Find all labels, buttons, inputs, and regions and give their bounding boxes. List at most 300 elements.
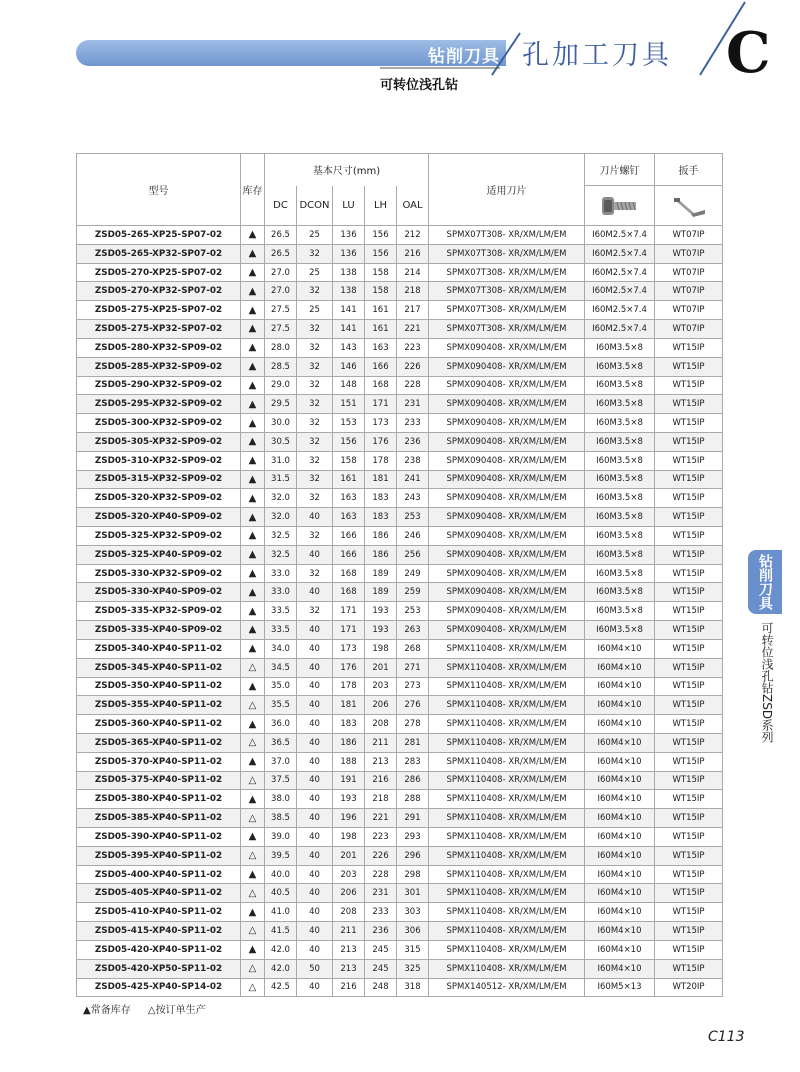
cell-insert: SPMX090408- XR/XM/LM/EM bbox=[429, 527, 585, 546]
cell-dc: 37.0 bbox=[265, 752, 297, 771]
header-stock: 库存 bbox=[241, 154, 265, 226]
cell-stock: ▲ bbox=[241, 395, 265, 414]
cell-dcon: 40 bbox=[297, 884, 333, 903]
table-row bbox=[77, 771, 723, 790]
header-category: 钻削刀具 bbox=[428, 47, 500, 67]
cell-dc: 27.0 bbox=[265, 263, 297, 282]
cell-insert: SPMX090408- XR/XM/LM/EM bbox=[429, 451, 585, 470]
cell-dc: 40.0 bbox=[265, 865, 297, 884]
cell-dcon: 40 bbox=[297, 978, 333, 997]
cell-lh: 233 bbox=[365, 903, 397, 922]
cell-stock: ▲ bbox=[241, 639, 265, 658]
cell-oal: 233 bbox=[397, 414, 429, 433]
table-row bbox=[77, 489, 723, 508]
header-dimensions: 基本尺寸(mm) bbox=[265, 154, 429, 186]
wrench-image-cell bbox=[655, 186, 723, 226]
cell-screw: I60M3.5×8 bbox=[585, 470, 655, 489]
cell-insert: SPMX110408- XR/XM/LM/EM bbox=[429, 809, 585, 828]
cell-insert: SPMX110408- XR/XM/LM/EM bbox=[429, 733, 585, 752]
cell-dc: 40.5 bbox=[265, 884, 297, 903]
cell-dc: 37.5 bbox=[265, 771, 297, 790]
cell-lh: 156 bbox=[365, 226, 397, 245]
cell-screw: I60M4×10 bbox=[585, 884, 655, 903]
cell-lu: 168 bbox=[333, 583, 365, 602]
cell-lu: 163 bbox=[333, 508, 365, 527]
cell-insert: SPMX07T308- XR/XM/LM/EM bbox=[429, 282, 585, 301]
cell-oal: 218 bbox=[397, 282, 429, 301]
table-row bbox=[77, 959, 723, 978]
cell-lu: 168 bbox=[333, 564, 365, 583]
cell-stock: ▲ bbox=[241, 320, 265, 339]
cell-dcon: 40 bbox=[297, 621, 333, 640]
cell-model: ZSD05-385-XP40-SP11-02 bbox=[77, 809, 241, 828]
table-row bbox=[77, 658, 723, 677]
cell-screw: I60M3.5×8 bbox=[585, 451, 655, 470]
cell-lh: 189 bbox=[365, 564, 397, 583]
cell-insert: SPMX110408- XR/XM/LM/EM bbox=[429, 884, 585, 903]
cell-oal: 306 bbox=[397, 922, 429, 941]
cell-oal: 286 bbox=[397, 771, 429, 790]
cell-screw: I60M2.5×7.4 bbox=[585, 320, 655, 339]
cell-dcon: 32 bbox=[297, 282, 333, 301]
cell-stock: ▲ bbox=[241, 226, 265, 245]
cell-oal: 276 bbox=[397, 696, 429, 715]
screw-icon bbox=[598, 191, 642, 221]
cell-wrench: WT15IP bbox=[655, 696, 723, 715]
cell-dc: 38.5 bbox=[265, 809, 297, 828]
cell-wrench: WT15IP bbox=[655, 884, 723, 903]
cell-model: ZSD05-330-XP32-SP09-02 bbox=[77, 564, 241, 583]
cell-screw: I60M4×10 bbox=[585, 752, 655, 771]
cell-dc: 27.5 bbox=[265, 320, 297, 339]
cell-dc: 34.0 bbox=[265, 639, 297, 658]
cell-insert: SPMX090408- XR/XM/LM/EM bbox=[429, 395, 585, 414]
cell-model: ZSD05-370-XP40-SP11-02 bbox=[77, 752, 241, 771]
cell-screw: I60M4×10 bbox=[585, 696, 655, 715]
cell-dcon: 32 bbox=[297, 564, 333, 583]
cell-model: ZSD05-275-XP25-SP07-02 bbox=[77, 301, 241, 320]
cell-dc: 31.5 bbox=[265, 470, 297, 489]
cell-screw: I60M4×10 bbox=[585, 809, 655, 828]
cell-model: ZSD05-355-XP40-SP11-02 bbox=[77, 696, 241, 715]
cell-lh: 201 bbox=[365, 658, 397, 677]
cell-lu: 138 bbox=[333, 282, 365, 301]
cell-wrench: WT15IP bbox=[655, 508, 723, 527]
cell-wrench: WT15IP bbox=[655, 338, 723, 357]
table-row bbox=[77, 263, 723, 282]
cell-stock: ▲ bbox=[241, 508, 265, 527]
cell-model: ZSD05-350-XP40-SP11-02 bbox=[77, 677, 241, 696]
cell-dc: 31.0 bbox=[265, 451, 297, 470]
cell-screw: I60M3.5×8 bbox=[585, 621, 655, 640]
cell-dc: 27.0 bbox=[265, 282, 297, 301]
cell-lh: 161 bbox=[365, 301, 397, 320]
cell-oal: 259 bbox=[397, 583, 429, 602]
cell-model: ZSD05-425-XP40-SP14-02 bbox=[77, 978, 241, 997]
cell-lh: 193 bbox=[365, 621, 397, 640]
table-row bbox=[77, 470, 723, 489]
table-row bbox=[77, 903, 723, 922]
cell-lu: 141 bbox=[333, 320, 365, 339]
cell-dcon: 40 bbox=[297, 715, 333, 734]
header-dcon: DCON bbox=[297, 186, 333, 226]
cell-insert: SPMX110408- XR/XM/LM/EM bbox=[429, 696, 585, 715]
cell-oal: 325 bbox=[397, 959, 429, 978]
table-row bbox=[77, 432, 723, 451]
header-lu: LU bbox=[333, 186, 365, 226]
cell-dcon: 32 bbox=[297, 395, 333, 414]
cell-dc: 32.0 bbox=[265, 489, 297, 508]
cell-insert: SPMX07T308- XR/XM/LM/EM bbox=[429, 226, 585, 245]
cell-lh: 218 bbox=[365, 790, 397, 809]
cell-dc: 33.0 bbox=[265, 583, 297, 602]
cell-oal: 298 bbox=[397, 865, 429, 884]
cell-lu: 141 bbox=[333, 301, 365, 320]
cell-insert: SPMX110408- XR/XM/LM/EM bbox=[429, 658, 585, 677]
legend-stock: ▲常备库存 bbox=[83, 1005, 131, 1016]
cell-wrench: WT07IP bbox=[655, 226, 723, 245]
cell-dcon: 40 bbox=[297, 733, 333, 752]
header-wrench: 扳手 bbox=[655, 154, 723, 186]
cell-screw: I60M4×10 bbox=[585, 790, 655, 809]
cell-screw: I60M2.5×7.4 bbox=[585, 282, 655, 301]
cell-dcon: 40 bbox=[297, 903, 333, 922]
cell-stock: ▲ bbox=[241, 338, 265, 357]
table-row bbox=[77, 414, 723, 433]
cell-wrench: WT15IP bbox=[655, 602, 723, 621]
table-row bbox=[77, 338, 723, 357]
cell-lh: 245 bbox=[365, 940, 397, 959]
cell-wrench: WT15IP bbox=[655, 376, 723, 395]
cell-lu: 183 bbox=[333, 715, 365, 734]
screw-image-cell bbox=[585, 186, 655, 226]
cell-lu: 181 bbox=[333, 696, 365, 715]
cell-model: ZSD05-410-XP40-SP11-02 bbox=[77, 903, 241, 922]
cell-insert: SPMX110408- XR/XM/LM/EM bbox=[429, 846, 585, 865]
cell-stock: ▲ bbox=[241, 903, 265, 922]
cell-lu: 176 bbox=[333, 658, 365, 677]
header-screw: 刀片螺钉 bbox=[585, 154, 655, 186]
cell-dcon: 40 bbox=[297, 922, 333, 941]
cell-wrench: WT15IP bbox=[655, 715, 723, 734]
cell-wrench: WT15IP bbox=[655, 621, 723, 640]
cell-dcon: 32 bbox=[297, 414, 333, 433]
cell-lu: 196 bbox=[333, 809, 365, 828]
cell-model: ZSD05-345-XP40-SP11-02 bbox=[77, 658, 241, 677]
header-model: 型号 bbox=[77, 154, 241, 226]
cell-stock: ▲ bbox=[241, 752, 265, 771]
cell-screw: I60M4×10 bbox=[585, 677, 655, 696]
cell-lu: 156 bbox=[333, 432, 365, 451]
cell-insert: SPMX110408- XR/XM/LM/EM bbox=[429, 828, 585, 847]
cell-oal: 249 bbox=[397, 564, 429, 583]
cell-wrench: WT15IP bbox=[655, 432, 723, 451]
cell-wrench: WT15IP bbox=[655, 527, 723, 546]
cell-model: ZSD05-285-XP32-SP09-02 bbox=[77, 357, 241, 376]
cell-dcon: 32 bbox=[297, 470, 333, 489]
cell-dcon: 32 bbox=[297, 376, 333, 395]
cell-dcon: 40 bbox=[297, 752, 333, 771]
cell-stock: ▲ bbox=[241, 263, 265, 282]
cell-screw: I60M4×10 bbox=[585, 715, 655, 734]
cell-insert: SPMX090408- XR/XM/LM/EM bbox=[429, 376, 585, 395]
cell-lu: 191 bbox=[333, 771, 365, 790]
cell-dcon: 40 bbox=[297, 677, 333, 696]
wrench-icon bbox=[669, 192, 709, 220]
cell-oal: 296 bbox=[397, 846, 429, 865]
cell-stock: ▲ bbox=[241, 715, 265, 734]
cell-model: ZSD05-420-XP50-SP11-02 bbox=[77, 959, 241, 978]
cell-screw: I60M3.5×8 bbox=[585, 432, 655, 451]
cell-dcon: 32 bbox=[297, 244, 333, 263]
cell-stock: ▲ bbox=[241, 414, 265, 433]
cell-lh: 248 bbox=[365, 978, 397, 997]
cell-dcon: 40 bbox=[297, 865, 333, 884]
cell-screw: I60M4×10 bbox=[585, 658, 655, 677]
cell-model: ZSD05-310-XP32-SP09-02 bbox=[77, 451, 241, 470]
cell-lh: 226 bbox=[365, 846, 397, 865]
cell-insert: SPMX07T308- XR/XM/LM/EM bbox=[429, 301, 585, 320]
cell-lu: 188 bbox=[333, 752, 365, 771]
table-row bbox=[77, 922, 723, 941]
cell-insert: SPMX110408- XR/XM/LM/EM bbox=[429, 771, 585, 790]
cell-screw: I60M3.5×8 bbox=[585, 602, 655, 621]
cell-dc: 36.0 bbox=[265, 715, 297, 734]
cell-oal: 301 bbox=[397, 884, 429, 903]
cell-dc: 32.0 bbox=[265, 508, 297, 527]
cell-dc: 26.5 bbox=[265, 244, 297, 263]
cell-stock: △ bbox=[241, 771, 265, 790]
cell-screw: I60M2.5×7.4 bbox=[585, 301, 655, 320]
cell-stock: △ bbox=[241, 922, 265, 941]
cell-oal: 253 bbox=[397, 602, 429, 621]
cell-wrench: WT07IP bbox=[655, 282, 723, 301]
cell-stock: ▲ bbox=[241, 621, 265, 640]
cell-dc: 30.0 bbox=[265, 414, 297, 433]
cell-insert: SPMX110408- XR/XM/LM/EM bbox=[429, 715, 585, 734]
cell-screw: I60M4×10 bbox=[585, 846, 655, 865]
cell-lu: 171 bbox=[333, 602, 365, 621]
cell-wrench: WT15IP bbox=[655, 940, 723, 959]
cell-dcon: 32 bbox=[297, 527, 333, 546]
cell-wrench: WT07IP bbox=[655, 301, 723, 320]
cell-lu: 163 bbox=[333, 489, 365, 508]
table-row bbox=[77, 282, 723, 301]
cell-screw: I60M4×10 bbox=[585, 940, 655, 959]
cell-stock: △ bbox=[241, 696, 265, 715]
cell-stock: ▲ bbox=[241, 602, 265, 621]
cell-wrench: WT15IP bbox=[655, 733, 723, 752]
cell-model: ZSD05-420-XP40-SP11-02 bbox=[77, 940, 241, 959]
cell-lu: 153 bbox=[333, 414, 365, 433]
cell-wrench: WT15IP bbox=[655, 639, 723, 658]
table-row bbox=[77, 395, 723, 414]
cell-screw: I60M4×10 bbox=[585, 865, 655, 884]
side-tab[interactable] bbox=[748, 550, 782, 614]
page-number: C113 bbox=[708, 1029, 745, 1045]
table-row bbox=[77, 978, 723, 997]
cell-model: ZSD05-315-XP32-SP09-02 bbox=[77, 470, 241, 489]
cell-lu: 151 bbox=[333, 395, 365, 414]
cell-dcon: 40 bbox=[297, 809, 333, 828]
cell-lh: 176 bbox=[365, 432, 397, 451]
cell-lu: 203 bbox=[333, 865, 365, 884]
cell-oal: 238 bbox=[397, 451, 429, 470]
cell-stock: ▲ bbox=[241, 828, 265, 847]
cell-screw: I60M4×10 bbox=[585, 733, 655, 752]
cell-screw: I60M4×10 bbox=[585, 639, 655, 658]
cell-screw: I60M4×10 bbox=[585, 903, 655, 922]
cell-oal: 231 bbox=[397, 395, 429, 414]
cell-oal: 212 bbox=[397, 226, 429, 245]
cell-model: ZSD05-295-XP32-SP09-02 bbox=[77, 395, 241, 414]
cell-stock: △ bbox=[241, 846, 265, 865]
cell-insert: SPMX090408- XR/XM/LM/EM bbox=[429, 414, 585, 433]
cell-model: ZSD05-290-XP32-SP09-02 bbox=[77, 376, 241, 395]
cell-model: ZSD05-325-XP32-SP09-02 bbox=[77, 527, 241, 546]
cell-dcon: 40 bbox=[297, 790, 333, 809]
table-body bbox=[77, 226, 723, 997]
cell-model: ZSD05-375-XP40-SP11-02 bbox=[77, 771, 241, 790]
cell-dcon: 40 bbox=[297, 639, 333, 658]
cell-dc: 35.5 bbox=[265, 696, 297, 715]
cell-lh: 166 bbox=[365, 357, 397, 376]
cell-model: ZSD05-265-XP32-SP07-02 bbox=[77, 244, 241, 263]
cell-model: ZSD05-330-XP40-SP09-02 bbox=[77, 583, 241, 602]
cell-lh: 178 bbox=[365, 451, 397, 470]
cell-lh: 221 bbox=[365, 809, 397, 828]
cell-lh: 168 bbox=[365, 376, 397, 395]
cell-dc: 42.0 bbox=[265, 940, 297, 959]
cell-lh: 208 bbox=[365, 715, 397, 734]
cell-wrench: WT15IP bbox=[655, 545, 723, 564]
cell-lh: 183 bbox=[365, 489, 397, 508]
cell-model: ZSD05-335-XP32-SP09-02 bbox=[77, 602, 241, 621]
cell-lh: 216 bbox=[365, 771, 397, 790]
cell-insert: SPMX140512- XR/XM/LM/EM bbox=[429, 978, 585, 997]
cell-oal: 216 bbox=[397, 244, 429, 263]
cell-wrench: WT15IP bbox=[655, 959, 723, 978]
cell-lh: 213 bbox=[365, 752, 397, 771]
cell-lh: 223 bbox=[365, 828, 397, 847]
cell-stock: ▲ bbox=[241, 545, 265, 564]
cell-screw: I60M3.5×8 bbox=[585, 395, 655, 414]
cell-lu: 213 bbox=[333, 940, 365, 959]
cell-screw: I60M3.5×8 bbox=[585, 583, 655, 602]
cell-stock: ▲ bbox=[241, 583, 265, 602]
cell-oal: 263 bbox=[397, 621, 429, 640]
cell-dc: 33.5 bbox=[265, 602, 297, 621]
cell-lh: 245 bbox=[365, 959, 397, 978]
cell-oal: 288 bbox=[397, 790, 429, 809]
cell-insert: SPMX090408- XR/XM/LM/EM bbox=[429, 357, 585, 376]
cell-insert: SPMX110408- XR/XM/LM/EM bbox=[429, 959, 585, 978]
cell-insert: SPMX110408- XR/XM/LM/EM bbox=[429, 865, 585, 884]
cell-insert: SPMX090408- XR/XM/LM/EM bbox=[429, 564, 585, 583]
cell-lh: 198 bbox=[365, 639, 397, 658]
cell-lu: 198 bbox=[333, 828, 365, 847]
cell-stock: ▲ bbox=[241, 940, 265, 959]
table-row bbox=[77, 621, 723, 640]
cell-dc: 39.0 bbox=[265, 828, 297, 847]
cell-screw: I60M3.5×8 bbox=[585, 564, 655, 583]
side-caption: 可转位浅孔钻ZSD系列 bbox=[760, 622, 774, 744]
cell-model: ZSD05-265-XP25-SP07-02 bbox=[77, 226, 241, 245]
cell-lu: 146 bbox=[333, 357, 365, 376]
cell-wrench: WT15IP bbox=[655, 583, 723, 602]
cell-screw: I60M4×10 bbox=[585, 828, 655, 847]
legend bbox=[83, 1001, 220, 1016]
table-row bbox=[77, 940, 723, 959]
cell-stock: ▲ bbox=[241, 564, 265, 583]
cell-lh: 181 bbox=[365, 470, 397, 489]
cell-dcon: 40 bbox=[297, 545, 333, 564]
cell-model: ZSD05-325-XP40-SP09-02 bbox=[77, 545, 241, 564]
cell-dcon: 25 bbox=[297, 301, 333, 320]
cell-stock: △ bbox=[241, 884, 265, 903]
cell-lh: 171 bbox=[365, 395, 397, 414]
header-oal: OAL bbox=[397, 186, 429, 226]
cell-lu: 143 bbox=[333, 338, 365, 357]
cell-model: ZSD05-400-XP40-SP11-02 bbox=[77, 865, 241, 884]
cell-insert: SPMX110408- XR/XM/LM/EM bbox=[429, 940, 585, 959]
cell-lu: 166 bbox=[333, 545, 365, 564]
cell-dcon: 40 bbox=[297, 771, 333, 790]
cell-dcon: 32 bbox=[297, 357, 333, 376]
cell-oal: 303 bbox=[397, 903, 429, 922]
cell-insert: SPMX110408- XR/XM/LM/EM bbox=[429, 790, 585, 809]
cell-dcon: 40 bbox=[297, 696, 333, 715]
cell-dcon: 40 bbox=[297, 583, 333, 602]
cell-lh: 186 bbox=[365, 527, 397, 546]
table-row bbox=[77, 527, 723, 546]
cell-wrench: WT15IP bbox=[655, 470, 723, 489]
cell-stock: ▲ bbox=[241, 244, 265, 263]
cell-dc: 33.5 bbox=[265, 621, 297, 640]
cell-lu: 206 bbox=[333, 884, 365, 903]
cell-dcon: 25 bbox=[297, 263, 333, 282]
table-row bbox=[77, 244, 723, 263]
cell-oal: 246 bbox=[397, 527, 429, 546]
cell-dc: 39.5 bbox=[265, 846, 297, 865]
cell-oal: 217 bbox=[397, 301, 429, 320]
table-row bbox=[77, 564, 723, 583]
cell-lu: 161 bbox=[333, 470, 365, 489]
cell-dc: 42.0 bbox=[265, 959, 297, 978]
cell-oal: 273 bbox=[397, 677, 429, 696]
cell-lh: 203 bbox=[365, 677, 397, 696]
cell-screw: I60M3.5×8 bbox=[585, 338, 655, 357]
cell-lu: 158 bbox=[333, 451, 365, 470]
table-row bbox=[77, 451, 723, 470]
cell-insert: SPMX07T308- XR/XM/LM/EM bbox=[429, 244, 585, 263]
cell-lu: 171 bbox=[333, 621, 365, 640]
cell-screw: I60M3.5×8 bbox=[585, 357, 655, 376]
cell-insert: SPMX090408- XR/XM/LM/EM bbox=[429, 583, 585, 602]
cell-lh: 158 bbox=[365, 263, 397, 282]
table-row bbox=[77, 357, 723, 376]
cell-stock: ▲ bbox=[241, 301, 265, 320]
cell-lu: 201 bbox=[333, 846, 365, 865]
cell-wrench: WT20IP bbox=[655, 978, 723, 997]
cell-stock: ▲ bbox=[241, 527, 265, 546]
cell-oal: 253 bbox=[397, 508, 429, 527]
cell-model: ZSD05-270-XP32-SP07-02 bbox=[77, 282, 241, 301]
cell-lh: 236 bbox=[365, 922, 397, 941]
cell-screw: I60M2.5×7.4 bbox=[585, 263, 655, 282]
cell-lu: 178 bbox=[333, 677, 365, 696]
cell-model: ZSD05-415-XP40-SP11-02 bbox=[77, 922, 241, 941]
